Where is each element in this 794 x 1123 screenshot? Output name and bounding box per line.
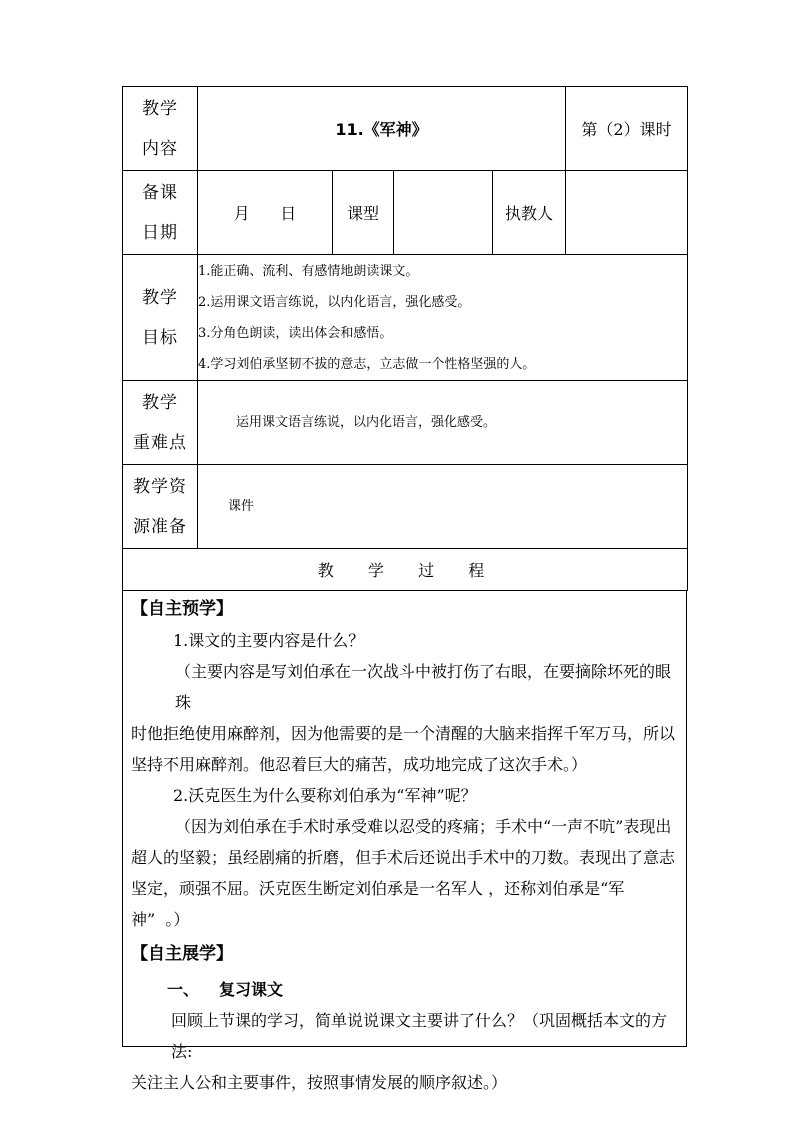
resources-label-line1: 教学资 xyxy=(133,476,187,497)
lesson-plan-table xyxy=(122,86,688,591)
content-row xyxy=(123,87,688,171)
resources-label-line2: 源准备 xyxy=(133,516,187,537)
content-label-line2: 内容 xyxy=(142,138,178,159)
answer-2-line: （因为刘伯承在手术时承受难以忍受的疼痛；手术中“一声不吭”表现出 xyxy=(175,817,672,836)
teacher-value xyxy=(566,171,688,255)
answer-2-line: 超人的坚毅；虽经剧痛的折磨，但手术后还说出手术中的刀数。表现出了意志 xyxy=(131,848,676,867)
goals-label xyxy=(123,255,198,381)
process-content xyxy=(131,594,679,1098)
question-2: 2.沃克医生为什么要称刘伯承为“军神”呢？ xyxy=(173,786,477,805)
goal-item: 4.学习刘伯承坚韧不拔的意志，立志做一个性格坚强的人。 xyxy=(198,356,536,372)
lesson-title: 11.《军神》 xyxy=(198,87,566,171)
date-label xyxy=(123,171,198,255)
subsection-title: 复习课文 xyxy=(219,980,284,999)
keypoints-label xyxy=(123,381,198,465)
goal-item: 1.能正确、流利、有感情地朗读课文。 xyxy=(198,263,419,279)
teacher-label: 执教人 xyxy=(493,171,566,255)
keypoints-label-line2: 重难点 xyxy=(133,432,187,453)
review-line: 回顾上节课的学习，简单说说课文主要讲了什么？（巩固概括本文的方法: xyxy=(171,1011,668,1061)
answer-2-line: 神” 。） xyxy=(131,910,190,929)
review-line: 关注主人公和主要事件，按照事情发展的顺序叙述。） xyxy=(131,1073,508,1092)
resources-label xyxy=(123,465,198,549)
goals-list xyxy=(198,255,688,381)
goal-item: 3.分角色朗读，读出体会和感悟。 xyxy=(198,325,393,341)
resources-row xyxy=(123,465,688,549)
question-1: 1.课文的主要内容是什么？ xyxy=(173,631,365,650)
section-self-preview: 【自主预学】 xyxy=(131,599,233,619)
goals-row xyxy=(123,255,688,381)
date-value xyxy=(198,171,333,255)
date-row xyxy=(123,171,688,255)
content-label xyxy=(123,87,198,171)
process-header-row xyxy=(123,549,688,591)
date-value-text: 月 日 xyxy=(233,204,297,223)
type-label: 课型 xyxy=(333,171,394,255)
keypoints-row xyxy=(123,381,688,465)
subsection-review xyxy=(131,974,679,1005)
content-label-line1: 教学 xyxy=(142,98,178,119)
date-label-line2: 日期 xyxy=(142,222,178,243)
answer-1-line: 坚持不用麻醉剂。他忍着巨大的痛苦，成功地完成了这次手术。） xyxy=(131,755,588,774)
process-title-text: 教 学 过 程 xyxy=(317,561,493,580)
date-label-line1: 备课 xyxy=(142,182,178,203)
type-value xyxy=(394,171,493,255)
section-self-show: 【自主展学】 xyxy=(131,944,233,964)
keypoints-text: 运用课文语言练说，以内化语言，强化感受。 xyxy=(198,381,688,465)
process-body xyxy=(122,590,687,1092)
answer-1-line: 时他拒绝使用麻醉剂，因为他需要的是一个清醒的大脑来指挥千军万马，所以 xyxy=(131,724,676,743)
goal-item: 2.运用课文语言练说，以内化语言，强化感受。 xyxy=(198,294,471,310)
subsection-number: 一、 xyxy=(167,980,200,999)
period-label: 第（2）课时 xyxy=(566,87,688,171)
goals-label-line1: 教学 xyxy=(142,287,178,308)
answer-1-line: （主要内容是写刘伯承在一次战斗中被打伤了右眼，在要摘除坏死的眼珠 xyxy=(175,662,672,712)
process-title xyxy=(123,549,688,591)
resources-text: 课件 xyxy=(198,465,688,549)
answer-2-line: 坚定，顽强不屈。沃克医生断定刘伯承是一名军人 ，还称刘伯承是“军 xyxy=(131,879,625,898)
goals-label-line2: 目标 xyxy=(142,327,178,348)
keypoints-label-line1: 教学 xyxy=(142,392,178,413)
